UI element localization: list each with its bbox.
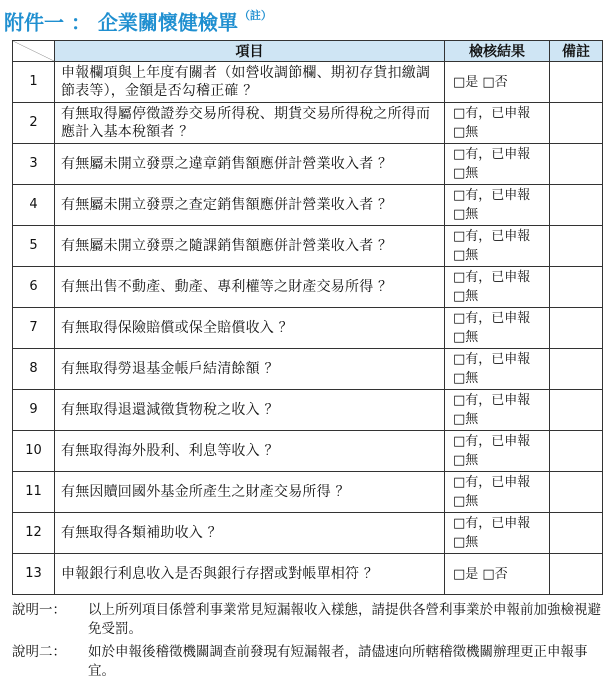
row-note-cell[interactable] [550,431,603,472]
row-number: 12 [13,513,55,554]
table-row [13,472,603,513]
table-row [13,185,603,226]
note-2 [12,643,604,681]
row-note-cell[interactable] [550,308,603,349]
row-check-result [445,431,550,472]
result-option[interactable]: □有，已申報 [453,311,531,326]
row-check-result [445,62,550,103]
diagonal-divider [13,41,54,61]
row-check-result [445,554,550,595]
page-title-text: 附件一 ： 企業關懷健檢單 [4,10,238,35]
page-title [4,4,272,34]
row-check-result [445,472,550,513]
row-number: 5 [13,226,55,267]
row-item-text: 有無取得退還減徵貨物稅之收入 ？ [55,390,445,431]
result-option[interactable]: □有，已申報 [453,188,531,203]
result-option[interactable]: □無 [453,125,479,140]
row-number: 6 [13,267,55,308]
table-row [13,267,603,308]
row-number: 3 [13,144,55,185]
result-option[interactable]: □無 [453,412,479,427]
header-item: 項目 [55,41,445,62]
result-option[interactable]: □有，已申報 [453,147,531,162]
row-check-result [445,103,550,144]
result-option[interactable]: □有，已申報 [453,393,531,408]
row-note-cell[interactable] [550,226,603,267]
result-option[interactable]: □有，已申報 [453,106,531,121]
table-row [13,62,603,103]
row-check-result [445,513,550,554]
result-option[interactable]: □有，已申報 [453,516,531,531]
row-note-cell[interactable] [550,349,603,390]
row-note-cell[interactable] [550,267,603,308]
row-note-cell[interactable] [550,62,603,103]
note-2-text: 如於申報後稽徵機關調查前發現有短漏報者，請儘速向所轄稽徵機關辦理更正申報事宜。 [88,644,588,679]
result-option[interactable]: □有，已申報 [453,475,531,490]
header-result: 檢核結果 [445,41,550,62]
result-option[interactable]: □無 [453,166,479,181]
row-note-cell[interactable] [550,472,603,513]
header-corner-cell [13,41,55,62]
row-check-result [445,308,550,349]
row-number: 10 [13,431,55,472]
row-check-result [445,185,550,226]
row-check-result [445,144,550,185]
row-item-text: 有無取得海外股利、利息等收入 ？ [55,431,445,472]
result-option[interactable]: □有，已申報 [453,352,531,367]
row-note-cell[interactable] [550,390,603,431]
note-2-label: 說明二： [12,644,66,660]
result-option[interactable]: □無 [453,289,479,304]
row-number: 4 [13,185,55,226]
result-option[interactable]: □是 □否 [453,74,508,90]
row-number: 13 [13,554,55,595]
header-note: 備註 [550,41,603,62]
result-option[interactable]: □無 [453,330,479,345]
result-option[interactable]: □有，已申報 [453,229,531,244]
title-footnote-mark: （註） [238,9,272,22]
row-number: 2 [13,103,55,144]
row-item-text: 申報欄項與上年度有關者（如營收調節欄、期初存貨扣繳調節表等），金額是否勾稽正確 ？ [55,62,445,103]
row-check-result [445,267,550,308]
row-note-cell[interactable] [550,185,603,226]
note-1-label: 說明一： [12,602,66,618]
table-row [13,513,603,554]
table-row [13,144,603,185]
result-option[interactable]: □無 [453,248,479,263]
result-option[interactable]: □無 [453,535,479,550]
table-row [13,390,603,431]
row-item-text: 有無因贖回國外基金所產生之財產交易所得 ？ [55,472,445,513]
row-item-text: 有無取得各類補助收入 ？ [55,513,445,554]
row-item-text: 有無屬未開立發票之隨課銷售額應併計營業收入者 ？ [55,226,445,267]
table-row [13,308,603,349]
row-check-result [445,226,550,267]
table-row [13,103,603,144]
note-1-text: 以上所列項目係營利事業常見短漏報收入樣態，請提供各營利事業於申報前加強檢視避免受罰。 [88,602,601,637]
result-option[interactable]: □有，已申報 [453,270,531,285]
notes-section [12,601,604,685]
row-note-cell[interactable] [550,513,603,554]
row-check-result [445,349,550,390]
result-option[interactable]: □無 [453,453,479,468]
row-item-text: 有無屬未開立發票之查定銷售額應併計營業收入者 ？ [55,185,445,226]
row-number: 7 [13,308,55,349]
table-row [13,226,603,267]
row-item-text: 有無取得屬停徵證券交易所得稅、期貨交易所得稅之所得而應計入基本稅額者 ？ [55,103,445,144]
note-1 [12,601,604,639]
row-note-cell[interactable] [550,103,603,144]
row-item-text: 有無出售不動產、動產、專利權等之財產交易所得 ？ [55,267,445,308]
row-number: 1 [13,62,55,103]
result-option[interactable]: □無 [453,371,479,386]
table-header-row [13,41,603,62]
row-number: 8 [13,349,55,390]
health-check-table [12,40,603,595]
result-option[interactable]: □無 [453,494,479,509]
table-row [13,554,603,595]
table-row [13,431,603,472]
result-option[interactable]: □是 □否 [453,566,508,582]
row-note-cell[interactable] [550,554,603,595]
result-option[interactable]: □無 [453,207,479,222]
row-note-cell[interactable] [550,144,603,185]
row-item-text: 申報銀行利息收入是否與銀行存摺或對帳單相符 ？ [55,554,445,595]
row-item-text: 有無屬未開立發票之違章銷售額應併計營業收入者 ？ [55,144,445,185]
row-number: 11 [13,472,55,513]
row-number: 9 [13,390,55,431]
row-check-result [445,390,550,431]
table-row [13,349,603,390]
row-item-text: 有無取得保險賠償或保全賠償收入 ？ [55,308,445,349]
row-item-text: 有無取得勞退基金帳戶結清餘額 ？ [55,349,445,390]
result-option[interactable]: □有，已申報 [453,434,531,449]
